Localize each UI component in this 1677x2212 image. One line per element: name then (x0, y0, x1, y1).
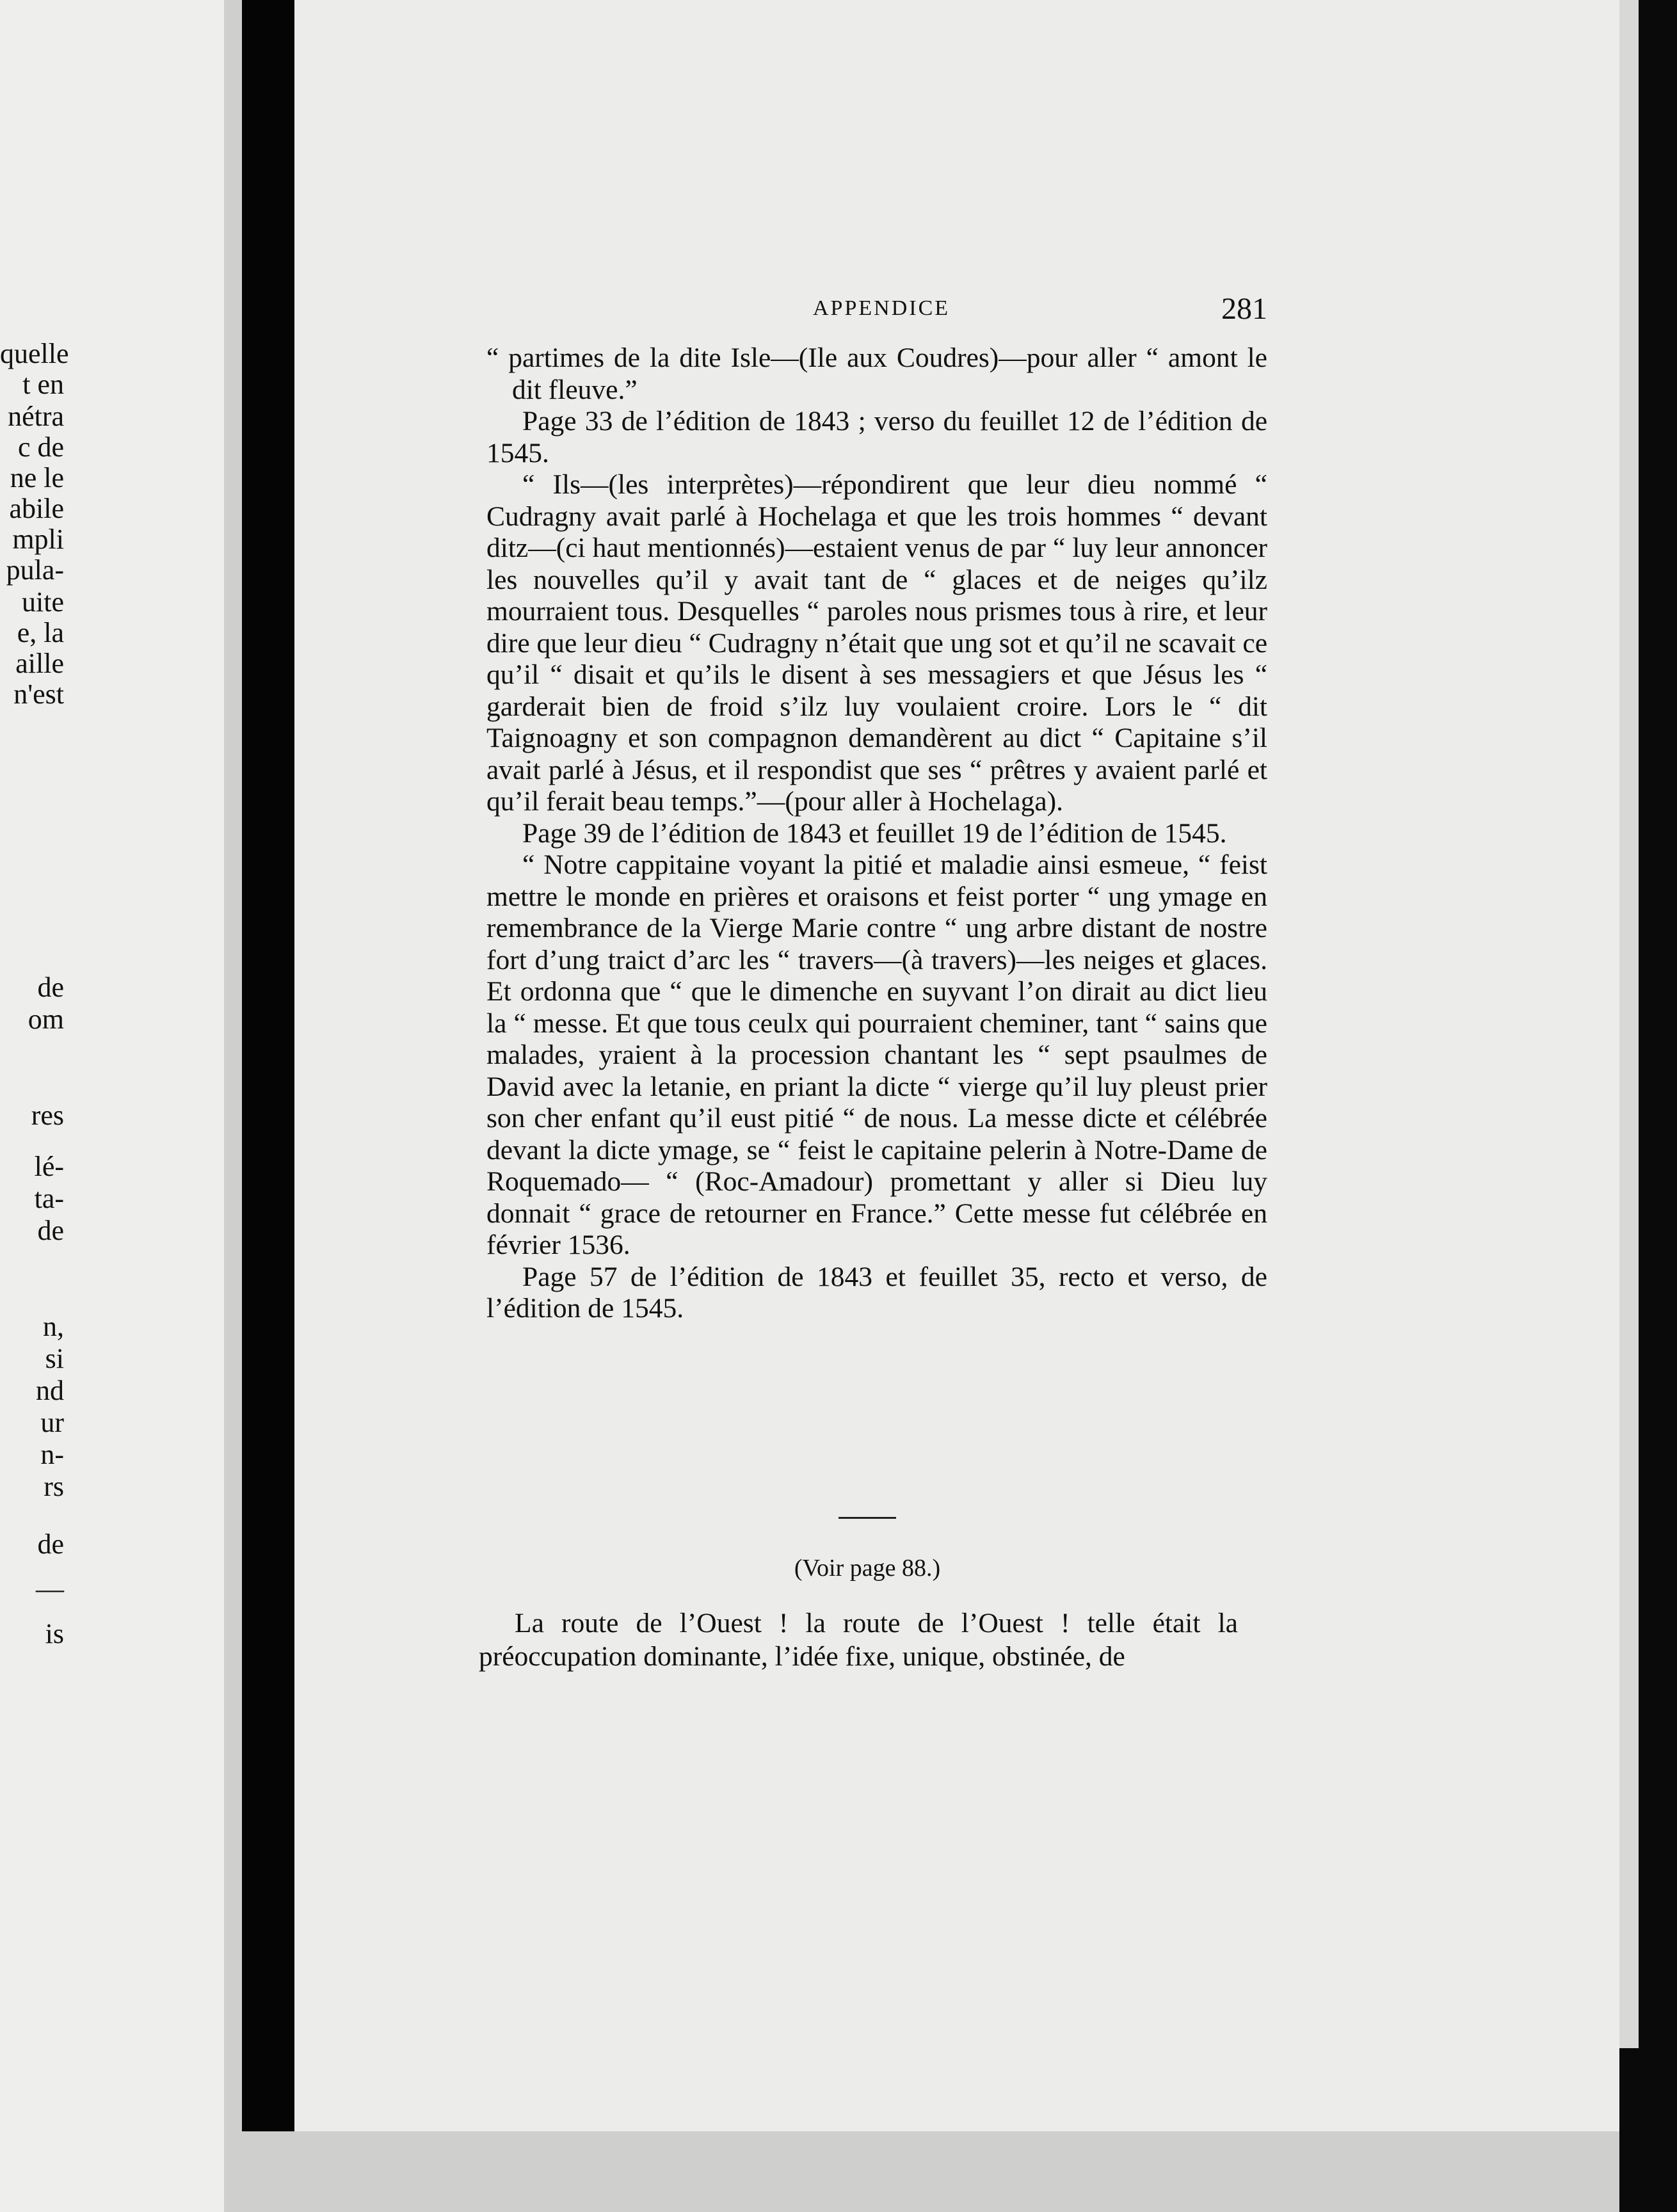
left-page-fragment: ta- (34, 1183, 64, 1214)
page-bottom-edge (224, 2131, 1619, 2212)
paragraph-5: “ Notre cappitaine voyant la pitié et maladie ainsi esmeue, “ feist mettre le monde en prières et oraisons et feist porter “ ung ymage en remembrance de la Vierge Marie contre “ ung arbre distant de nostre fort d’ung traict d’arc les “ travers—(à travers)—les neiges et glaces. Et ordonna que “ que le dimenche en suyvant l’on dirait au dict lieu la “ messe. Et que tous ceulx qui pourraient cheminer, tant “ sains que malades, yraient à la procession chantant les “ sept psaulmes de David avec la letanie, en priant la dicte “ vierge qu’il luy pleust prier son cher enfant qu’il eust pitié “ de nous. La messe dicte et célébrée devant la dicte ymage, se “ feist le capitaine pelerin à Notre-Dame de Roquemado— “ (Roc-Amadour) promettant y aller si Dieu luy donnait “ grace de retourner en France.” Cette messe fut célébrée en février 1536. (486, 849, 1267, 1260)
left-page-fragment: nd (36, 1375, 64, 1406)
left-facing-page (0, 0, 230, 2212)
paragraph-1: “ partimes de la dite Isle—(Ile aux Coudres)—pour aller “ amont le dit fleuve.” (486, 342, 1267, 405)
left-page-fragment: abile (9, 493, 64, 524)
left-page-fragment: om (28, 1004, 64, 1035)
left-page-fragment: de (37, 972, 64, 1003)
left-page-fragment: quelle (0, 338, 69, 369)
paragraph-3: “ Ils—(les interprètes)—répondirent que leur dieu nommé “ Cudragny avait parlé à Hochelaga et que les trois hommes “ devant ditz—(ci haut mentionnés)—estaient venus de par “ luy leur annoncer les nouvelles qu’il y avait tant de “ glaces et de neiges qu’ilz mourraient tous. Desquelles “ paroles nous prismes tous à rire, et leur dire que leur dieu “ Cudragny n’était que ung sot et qu’il ne scavait ce qu’il “ disait et qu’ils le disent à ses messagiers et que Jésus les “ garderait bien de froid s’ilz luy voulaient croire. Lors le “ dit Taignoagny et son compagnon demandèrent au dict “ Capitaine s’il avait parlé à Jésus, et il respondist que ses “ prêtres y avaient parlé et qu’il ferait beau temps.”—(pour aller à Hochelaga). (486, 469, 1267, 817)
left-page-fragment: n, (43, 1311, 64, 1342)
left-page-fragment: mpli (12, 524, 64, 555)
running-title: APPENDICE (813, 296, 951, 320)
left-page-fragment: — (36, 1573, 64, 1605)
paragraph-2: Page 33 de l’édition de 1843 ; verso du feuillet 12 de l’édition de 1545. (486, 406, 1267, 469)
left-page-fragment: lé- (34, 1151, 64, 1182)
left-page-fragment: uite (22, 586, 64, 618)
section-note: (Voir page 88.) (794, 1555, 941, 1582)
left-page-edge (224, 0, 242, 2212)
body-text (486, 342, 1267, 1325)
left-page-fragment: aille (15, 648, 64, 679)
section-rule (838, 1517, 896, 1519)
left-page-fragment: ur (40, 1407, 64, 1438)
paragraph-4: Page 39 de l’édition de 1843 et feuillet 19 de l’édition de 1545. (522, 817, 1227, 849)
left-page-fragment: n'est (13, 678, 64, 710)
left-page-fragment: c de (17, 431, 64, 463)
page-number: 281 (1221, 292, 1267, 326)
right-page-edge (1619, 0, 1677, 2212)
left-page-fragment: si (45, 1343, 64, 1374)
book-gutter (242, 0, 294, 2212)
paragraph-6: Page 57 de l’édition de 1843 et feuillet 35, recto et verso, de l’édition de 1545. (486, 1261, 1267, 1324)
left-page-fragment: n- (40, 1439, 64, 1470)
left-page-fragment: de (37, 1215, 64, 1246)
closing-text (479, 1607, 1238, 1673)
left-page-fragment: de (37, 1528, 64, 1560)
left-page-fragment: ne le (10, 462, 64, 493)
left-page-fragment: nétra (8, 401, 64, 432)
left-page-fragment: t en (22, 369, 64, 400)
left-page-fragment: e, la (17, 617, 64, 648)
closing-paragraph: La route de l’Ouest ! la route de l’Ouest ! telle était la préoccupation dominante, l’idée fixe, unique, obstinée, de (479, 1608, 1238, 1672)
page-header (813, 291, 1267, 330)
left-page-fragment: is (45, 1618, 64, 1649)
left-page-fragment: res (31, 1100, 64, 1131)
left-page-fragment: pula- (6, 554, 64, 586)
left-page-fragment: rs (44, 1471, 64, 1502)
